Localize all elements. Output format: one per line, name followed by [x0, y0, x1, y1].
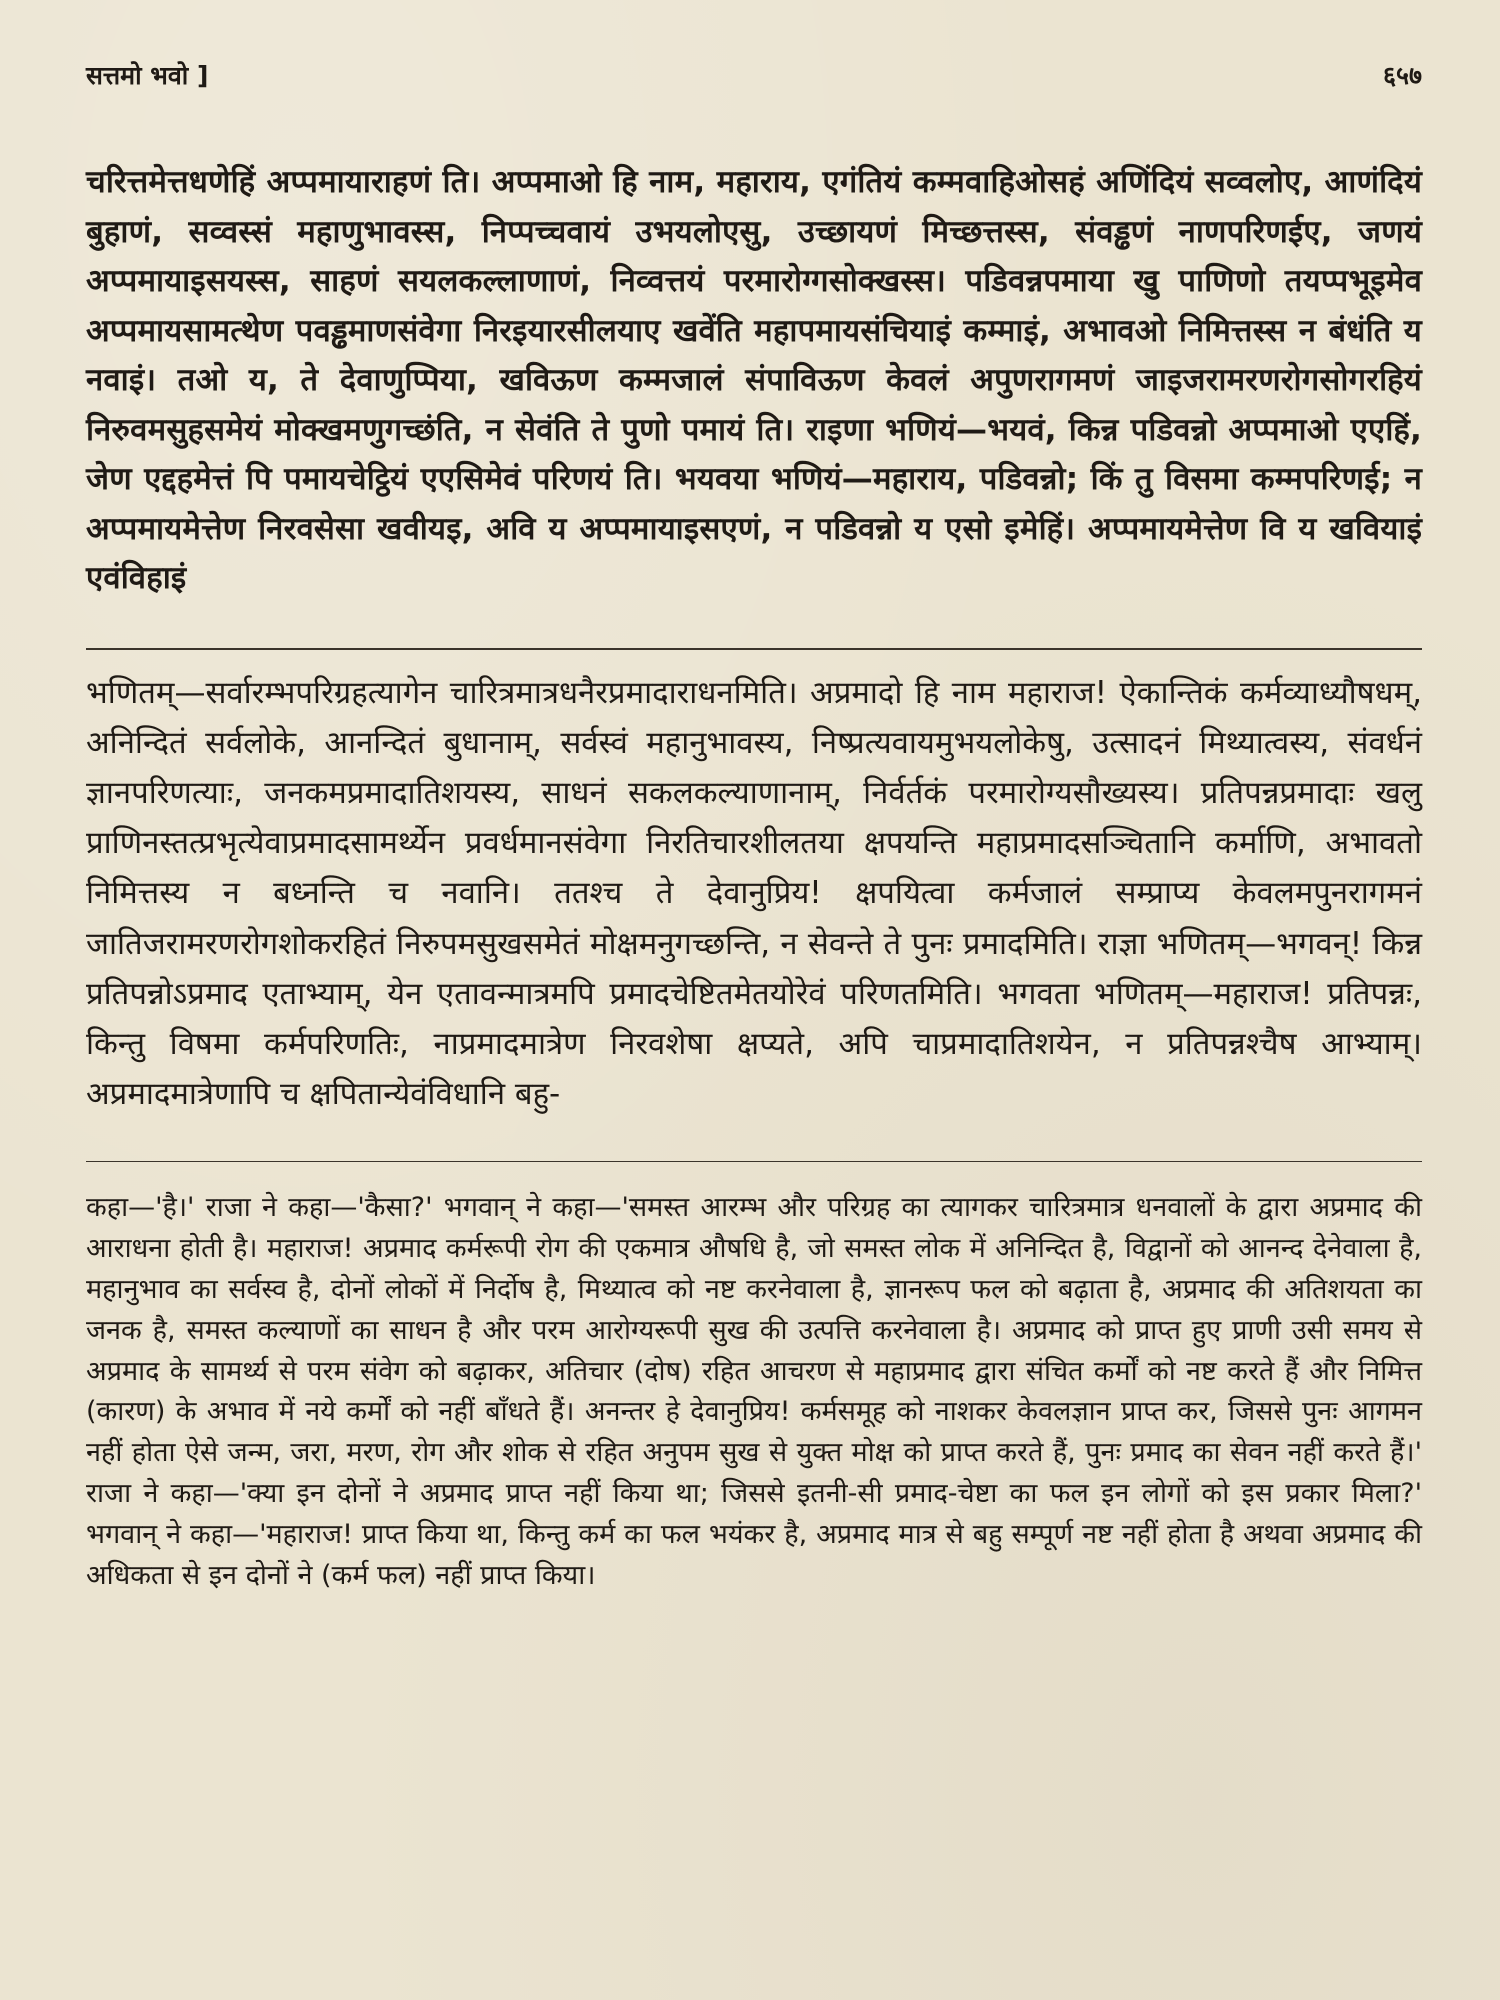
- sanskrit-text-block: भणितम्—सर्वारम्भपरिग्रहत्यागेन चारित्रमात्रधनैरप्रमादाराधनमिति। अप्रमादो हि नाम महाराज! ऐकान्तिकं कर्मव्याध्यौषधम्, अनिन्दितं सर्वलोके, आनन्दितं बुधानाम्, सर्वस्वं महानुभावस्य, निष्प्रत्यवायमुभयलोकेषु, उत्सादनं मिथ्यात्वस्य, संवर्धनं ज्ञानपरिणत्याः, जनकमप्रमादातिशयस्य, साधनं सकलकल्याणानाम्, निर्वर्तकं परमारोग्यसौख्यस्य। प्रतिपन्नप्रमादाः खलु प्राणिनस्तत्प्रभृत्येवाप्रमादसामर्थ्येन प्रवर्धमानसंवेगा निरतिचारशीलतया क्षपयन्ति महाप्रमादसञ्चितानि कर्माणि, अभावतो निमित्तस्य न बध्नन्ति च नवानि। ततश्च ते देवानुप्रिय! क्षपयित्वा कर्मजालं सम्प्राप्य केवलमपुनरागमनं जातिजरामरणरोगशोकरहितं निरुपमसुखसमेतं मोक्षमनुगच्छन्ति, न सेवन्ते ते पुनः प्रमादमिति। राज्ञा भणितम्—भगवन्! किन्न प्रतिपन्नोऽप्रमाद एताभ्याम्, येन एतावन्मात्रमपि प्रमादचेष्टितमेतयोरेवं परिणतमिति। भगवता भणितम्—महाराज! प्रतिपन्नः, किन्तु विषमा कर्मपरिणतिः, नाप्रमादमात्रेण निरवशेषा क्षप्यते, अपि चाप्रमादातिशयेन, न प्रतिपन्नश्चैष आभ्याम्। अप्रमादमात्रेणापि च क्षपितान्येवंविधानि बहु-: [86, 674, 1422, 1113]
- section-title: सत्तमो भवो ]: [86, 61, 209, 90]
- divider-line: [86, 648, 1422, 650]
- prakrit-text-block: चरित्तमेत्तधणेहिं अप्पमायाराहणं ति। अप्पमाओ हि नाम, महाराय, एगंतियं कम्मवाहिओसहं अणिंदियं सव्वलोए, आणंदियं बुहाणं, सव्वस्सं महाणुभावस्स, निप्पच्चवायं उभयलोएसु, उच्छायणं मिच्छत्तस्स, संवड्ढणं नाणपरिणईए, जणयं अप्पमायाइसयस्स, साहणं सयलकल्लाणाणं, निव्वत्तयं परमारोग्गसोक्खस्स। पडिवन्नपमाया खु पाणिणो तयप्पभूइमेव अप्पमायसामत्थेण पवड्ढमाणसंवेगा निरइयारसीलयाए खवेंति महापमायसंचियाइं कम्माइं, अभावओ निमित्तस्स न बंधंति य नवाइं। तओ य, ते देवाणुप्पिया, खविऊण कम्मजालं संपाविऊण केवलं अपुणरागमणं जाइजरामरणरोगसोगरहियं निरुवमसुहसमेयं मोक्खमणुगच्छंति, न सेवंति ते पुणो पमायं ति। राइणा भणियं—भयवं, किन्न पडिवन्नो अप्पमाओ एएहिं, जेण एद्दहमेत्तं पि पमायचेट्ठियं एएसिमेवं परिणयं ति। भयवया भणियं—महाराय, पडिवन्नो; किं तु विसमा कम्मपरिणई; न अप्पमायमेत्तेण निरवसेसा खवीयइ, अवि य अप्पमायाइसएणं, न पडिवन्नो य एसो इमेहिं। अप्पमायमेत्तेण वि य खवियाइं एवंविहाइं: [86, 164, 1422, 596]
- hindi-translation-block: कहा—'है।' राजा ने कहा—'कैसा?' भगवान् ने कहा—'समस्त आरम्भ और परिग्रह का त्यागकर चारित्रमात्र धनवालों के द्वारा अप्रमाद की आराधना होती है। महाराज! अप्रमाद कर्मरूपी रोग की एकमात्र औषधि है, जो समस्त लोक में अनिन्दित है, विद्वानों को आनन्द देनेवाला है, महानुभाव का सर्वस्व है, दोनों लोकों में निर्दोष है, मिथ्यात्व को नष्ट करनेवाला है, ज्ञानरूप फल को बढ़ाता है, अप्रमाद की अतिशयता का जनक है, समस्त कल्याणों का साधन है और परम आरोग्यरूपी सुख की उत्पत्ति करनेवाला है। अप्रमाद को प्राप्त हुए प्राणी उसी समय से अप्रमाद के सामर्थ्य से परम संवेग को बढ़ाकर, अतिचार (दोष) रहित आचरण से महाप्रमाद द्वारा संचित कर्मों को नष्ट करते हैं और निमित्त (कारण) के अभाव में नये कर्मों को नहीं बाँधते हैं। अनन्तर हे देवानुप्रिय! कर्मसमूह को नाशकर केवलज्ञान प्राप्त कर, जिससे पुनः आगमन नहीं होता ऐसे जन्म, जरा, मरण, रोग और शोक से रहित अनुपम सुख से युक्त मोक्ष को प्राप्त करते हैं, पुनः प्रमाद का सेवन नहीं करते हैं।' राजा ने कहा—'क्या इन दोनों ने अप्रमाद प्राप्त नहीं किया था; जिससे इतनी-सी प्रमाद-चेष्टा का फल इन लोगों को इस प्रकार मिला?' भगवान् ने कहा—'महाराज! प्राप्त किया था, किन्तु कर्म का फल भयंकर है, अप्रमाद मात्र से बहु सम्पूर्ण नष्ट नहीं होता है अथवा अप्रमाद की अधिकता से इन दोनों ने (कर्म फल) नहीं प्राप्त किया।: [86, 1192, 1422, 1591]
- divider-line: [86, 1161, 1422, 1162]
- running-head: [86, 58, 1422, 92]
- page-number: ६५७: [1382, 61, 1422, 90]
